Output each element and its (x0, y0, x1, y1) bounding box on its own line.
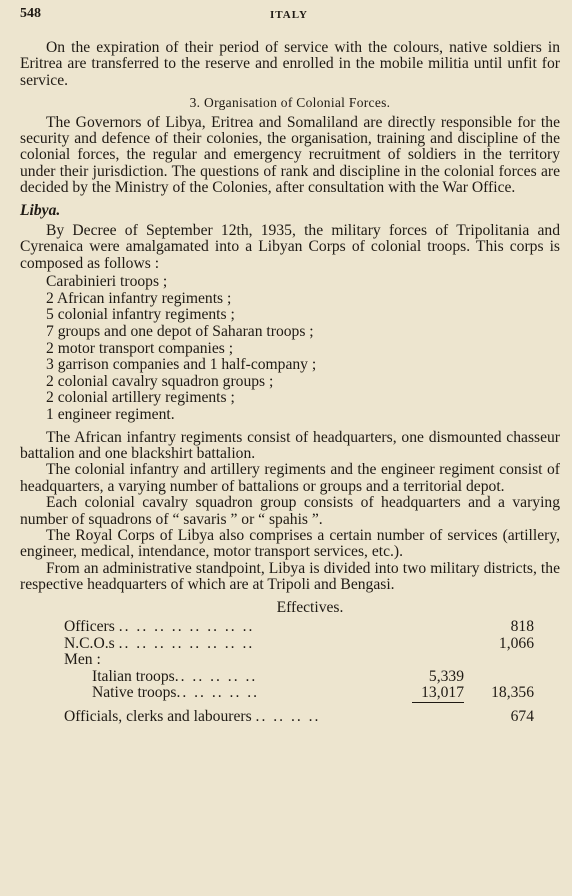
paragraph-colonial: The colonial infantry and artillery regiments and the engineer regiment consist of headquarters, a varying number of battalions or groups and a territorial depot. (20, 461, 560, 495)
native-troops-value: 13,017 (412, 685, 464, 702)
table-row: Italian troops.. .. .. .. .. 5,339 (92, 667, 464, 685)
list-item: 5 colonial infantry regiments ; (46, 306, 235, 324)
officers-total: 818 (510, 618, 534, 636)
section-heading: 3. Organisation of Colonial Forces. (189, 95, 391, 111)
officials-total: 674 (510, 707, 534, 725)
list-item: 7 groups and one depot of Saharan troops ; (46, 323, 314, 341)
table-row: Officers .. .. .. .. .. .. .. .. 818 (64, 618, 534, 636)
page-number: 548 (20, 6, 41, 21)
list-item: Carabinieri troops ; (46, 273, 168, 291)
page-header (20, 6, 558, 26)
list-item: 3 garrison companies and 1 half-company ; (46, 356, 317, 374)
list-item: 1 engineer regiment. (46, 406, 175, 424)
ncos-label: N.C.O.s (64, 634, 115, 652)
native-troops-label: Native troops (92, 684, 177, 702)
table-row (64, 652, 534, 669)
men-label: Men : (64, 651, 101, 669)
unit-list (46, 274, 560, 423)
table-row: N.C.O.s .. .. .. .. .. .. .. .. 1,066 (64, 634, 534, 652)
table-row: Native troops.. .. .. .. .. 13,017 18,356 (92, 684, 534, 702)
officials-label: Officials, clerks and labourers (64, 707, 252, 725)
table-row: Officials, clerks and labourers .. .. .. .. 674 (64, 703, 534, 726)
running-head: ITALY (269, 9, 309, 21)
list-item: 2 colonial artillery regiments ; (46, 389, 235, 407)
page-body (20, 40, 560, 725)
italian-troops-label: Italian troops (92, 667, 175, 685)
paragraph-african: The African infantry regiments consist of headquarters, one dismounted chasseur battalion and one blackshirt battalion. (20, 428, 560, 463)
effectives-title: Effectives. (276, 598, 344, 616)
paragraph-cavalry: Each colonial cavalry squadron group consists of headquarters and a varying number of squadrons of “ savaris ” or “ spahis ”. (20, 494, 560, 528)
list-item: 2 colonial cavalry squadron groups ; (46, 372, 274, 390)
subheading-libya: Libya. (20, 201, 61, 219)
list-item: 2 African infantry regiments ; (46, 289, 232, 307)
italian-troops-value: 5,339 (428, 667, 464, 685)
ncos-total: 1,066 (498, 634, 534, 652)
paragraph-governors: The Governors of Libya, Eritrea and Somaliland are directly responsible for the security and defence of their colonies, the organisation, training and discipline of the colonial forces, the regular and emergency recruitment of soldiers in the territory under their jurisdiction. The questions of rank and discipline in the colonial forces are decided by the Ministry of the Colonies, after consultation with the War Office. (20, 113, 560, 197)
paragraph-royal-corps: The Royal Corps of Libya also comprises a certain number of services (artillery, engineer, medical, intendance, motor transport services, etc.). (20, 527, 560, 561)
paragraph-admin: From an administrative standpoint, Libya is divided into two military districts, the respective headquarters of which are at Tripoli and Bengasi. (20, 559, 560, 594)
effectives-table (64, 619, 534, 725)
officers-label: Officers (64, 618, 115, 636)
list-item: 2 motor transport companies ; (46, 339, 234, 357)
men-total: 18,356 (491, 684, 534, 702)
paragraph-intro: On the expiration of their period of service with the colours, native soldiers in Eritrea are transferred to the reserve and enrolled in the mobile militia until unfit for service. (20, 39, 560, 89)
paragraph-decree: By Decree of September 12th, 1935, the military forces of Tripolitania and Cyrenaica were amalgamated into a Libyan Corps of colonial troops. This corps is composed as follows : (20, 222, 560, 272)
